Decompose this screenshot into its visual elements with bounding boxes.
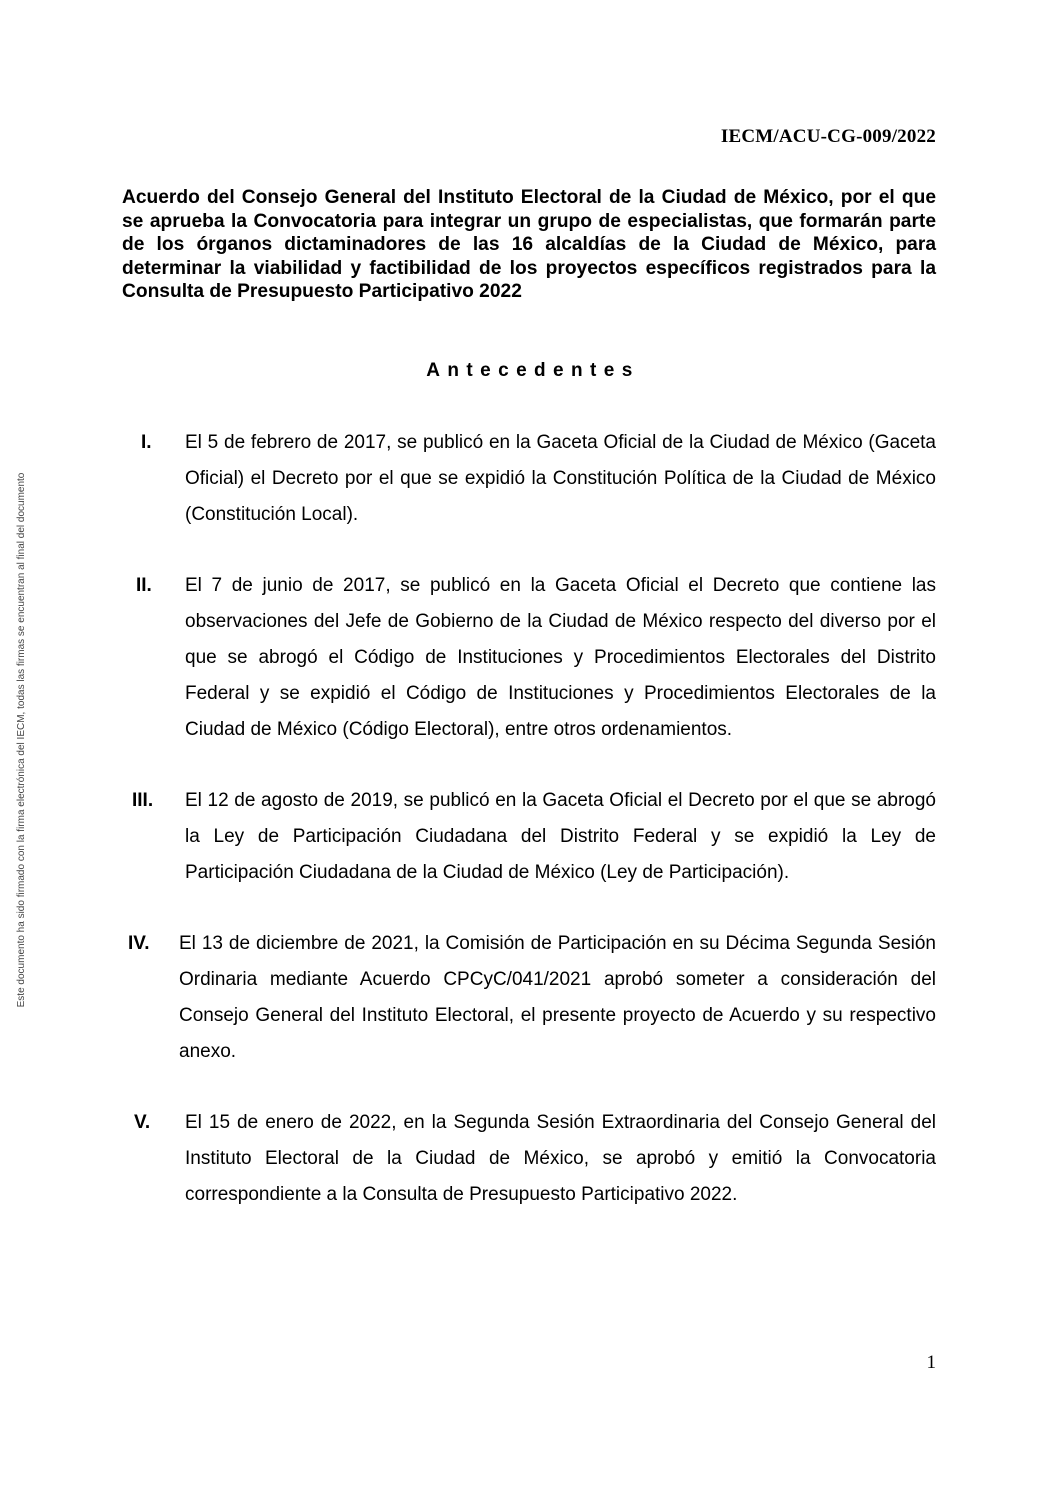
antecedente-text: El 13 de diciembre de 2021, la Comisión de Participación en su Décima Segunda Sesión Ordinaria mediante Acuerdo CPCyC/041/2021 aprobó someter a consideración del Consejo General del Instituto Electoral, el presente proyecto de Acuerdo y su respectivo anexo. (179, 933, 936, 1062)
section-heading-antecedentes: Antecedentes (426, 360, 640, 381)
antecedente-numeral: III. (132, 790, 154, 811)
antecedente-numeral: V. (134, 1112, 151, 1133)
antecedente-numeral: II. (136, 575, 152, 596)
page-number: 1 (926, 1352, 936, 1373)
antecedente-text: El 7 de junio de 2017, se publicó en la Gaceta Oficial el Decreto que contiene las observaciones del Jefe de Gobierno de la Ciudad de México respecto del diverso por el que se abrogó el Código de Instituciones y Procedimientos Electorales del Distrito Federal y se expidió el Código de Instituciones y Procedimientos Electorales de la Ciudad de México (Código Electoral), entre otros ordenamientos. (185, 575, 936, 740)
antecedente-text: El 12 de agosto de 2019, se publicó en la Gaceta Oficial el Decreto por el que se abrogó la Ley de Participación Ciudadana del Distrito Federal y se expidió la Ley de Participación Ciudadana de la Ciudad de México (Ley de Participación). (185, 790, 936, 883)
antecedente-text: El 15 de enero de 2022, en la Segunda Sesión Extraordinaria del Consejo General del Instituto Electoral de la Ciudad de México, se aprobó y emitió la Convocatoria correspondiente a la Consulta de Presupuesto Participativo 2022. (185, 1112, 936, 1205)
document-reference: IECM/ACU-CG-009/2022 (720, 126, 936, 147)
document-title: Acuerdo del Consejo General del Instituto Electoral de la Ciudad de México, por el que se aprueba la Convocatoria para integrar un grupo de especialistas, que formarán parte de los órganos dictaminadores de las 16 alcaldías de la Ciudad de México, para determinar la viabilidad y factibilidad de los proyectos específicos registrados para la Consulta de Presupuesto Participativo 2022 (122, 187, 936, 303)
antecedente-text: El 5 de febrero de 2017, se publicó en la Gaceta Oficial de la Ciudad de México (Gaceta Oficial) el Decreto por el que se expidió la Constitución Política de la Ciudad de México (Constitución Local). (185, 432, 936, 525)
electronic-signature-note: Este documento ha sido firmado con la firma electrónica del IECM, todas las firmas se encuentran al final del documento (16, 472, 27, 1008)
antecedente-numeral: IV. (128, 933, 150, 954)
antecedente-numeral: I. (141, 432, 152, 453)
